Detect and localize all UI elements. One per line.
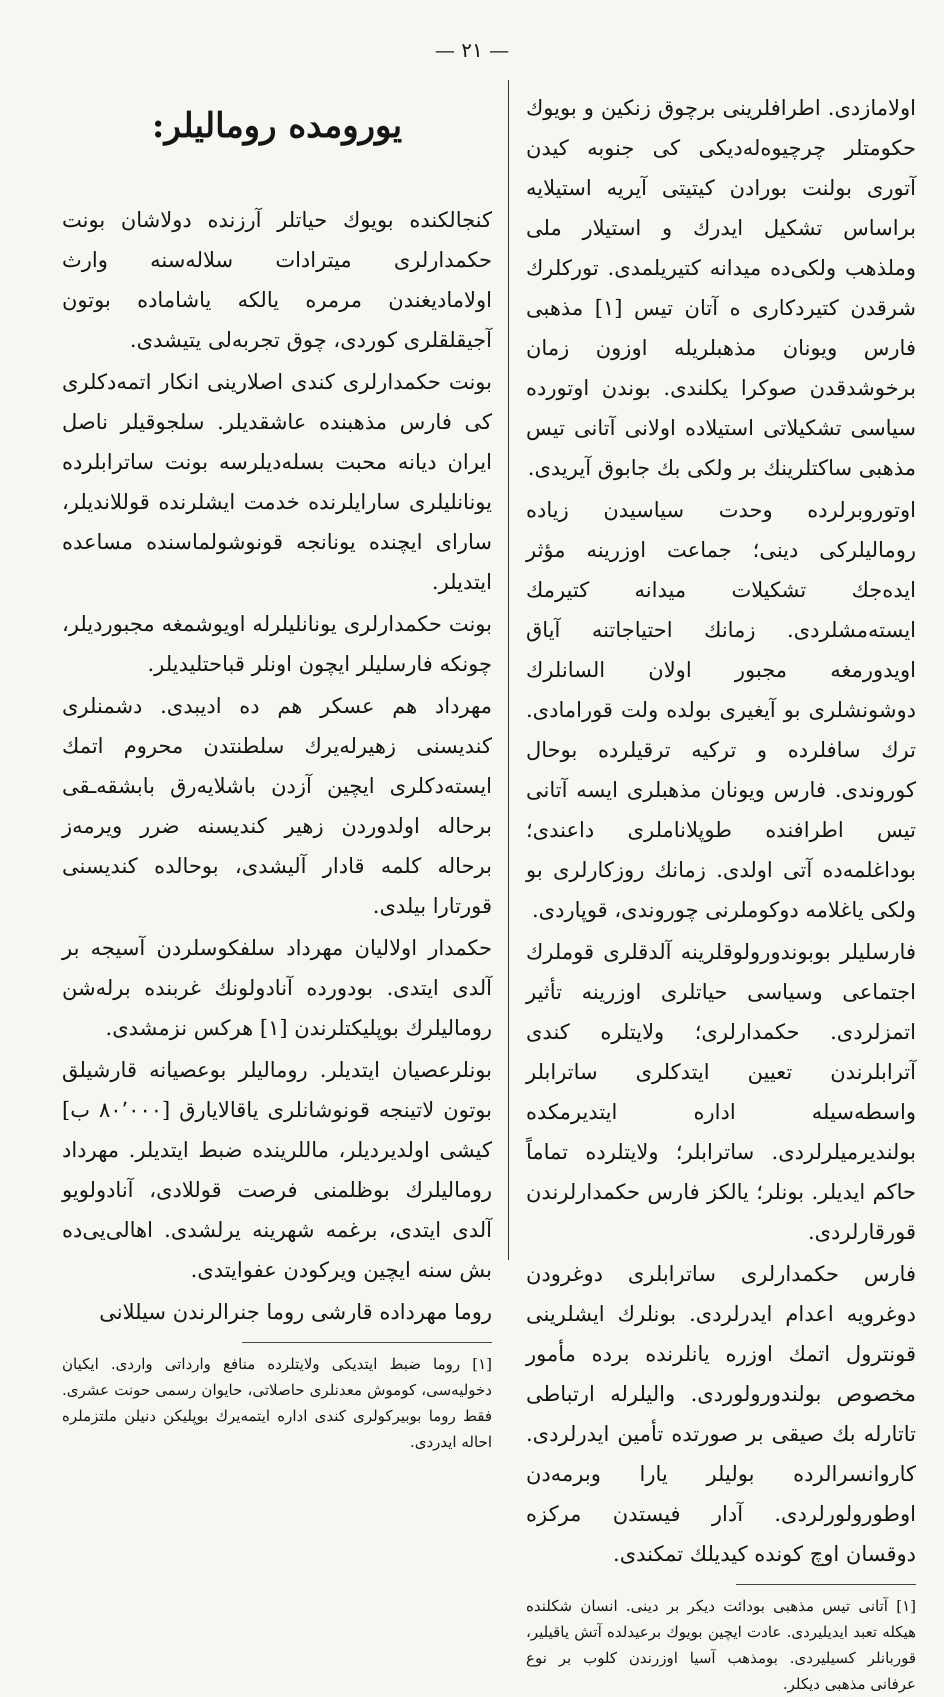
paragraph: اولامازدی. اطرافلرینی برچوق زنکین و بویوك حکومتلر چرچیوه‌له‌دیکی کی جنوبه کیدن آتوری بولنت بورادن کیتیتی آیریه استیلایه براساس تشکیل ایدرك و استیلار ملی وملذهب ولکی‌ده میدانه کتیریلمدی. توركلرك شرقدن کتیردکاری ه آتان تیس [۱] مذهبی فارس ویونان مذهبلریله اوزون زمان برخوشدقدن صوکرا یکلندی. بوندن اوتورده سیاسی تشکیلاتی استیلاده اولانی آتانی تیس مذهبی ساکتلرینك بر ولکی بك جابوق آیریدی. bbox=[526, 96, 916, 480]
paragraph: بونلرعصیان ایتدیلر. رومالیلر بوعصیانه قارشیلق بوتون لاتینجه قونوشانلری یاقالایارق [۸۰٬۰۰۰ ب] کیشی اولدیردیلر، ماللرینده ضبط ایتدیلر. مهرداد رومالیلرك بوظلمنی فرصت قوللادی، آنادولویو آلدی ایتدی، برغمه شهرینه یرلشدی. اهالی‌یی‌ده بش سنه ایچین ویرکودن عفوایتدی. bbox=[62, 1058, 492, 1282]
page-number: — ۲۱ — bbox=[434, 38, 510, 62]
column-divider bbox=[508, 80, 509, 1260]
paragraph: بونت حکمدارلری یونانلیلرله اویوشمغه مجبوردیلر، چونکه فارسلیلر ایچون اونلر قباحتلیدیلر. bbox=[62, 612, 492, 676]
paragraph: فارسلیلر بوبوندورولوقلرینه آلدقلری قوملرك اجتماعی وسیاسی حیاتلری اوزرینه تأثیر اتمزلردی. حکمدارلری؛ ولایتلره کندی آترابلرندن تعیین ایتدکلری ساترابلر واسطه‌سیله اداره ایتدیرمکده بولندیرمیلرلردی. ساترابلر؛ ولایتلرده تماماً حاکم ایدیلر. بونلر؛ یالکز فارس حکمدارلرندن قورقارلردی. bbox=[526, 940, 916, 1244]
paragraph: کنجالکنده بویوك حیاتلر آرزنده دولاشان بونت حکمدارلری میترادات سلاله‌سنه وارث اولامادیغندن مرمره یالکه یاشاماده بوتون آجیقلقلری کوردی، چوق تجربه‌لی یتیشدی. bbox=[62, 208, 492, 352]
paragraph: حکمدار اولالیان مهرداد سلفکوسلردن آسیجه بر آلدی ایتدی. بودورده آنادولونك غربنده برلەشن رومالیلرك بوپلیکتلرندن [۱] هرکس نزمشدی. bbox=[62, 936, 492, 1040]
paragraph: فارس حکمدارلری ساترابلری دوغرودن دوغرویه اعدام ایدرلردی. بونلرك ایشلرینی قونترول اتمك اوزره یانلرنده برده مأمور مخصوص بولندورولوردی. والیلرله ارتباطی تاتارله بك صیقی بر صورتده تأمین ایدرلردی. کاروانسرالرده بولیلر یارا وبرمەدن اوطورولورلردی. آدار فیستدن مرکزه دوقسان اوچ کونده کیدیلك تمکندی. bbox=[526, 1262, 916, 1566]
paragraph: بونت حکمدارلری کندی اصلارینی انکار اتمه‌دکلری کی فارس مذهبنده عاشقدیلر. سلجوقیلر ناصل ایران دیانه محبت بسله‌دیلرسه بونت ساترابلرده یونانلیلری سارایلرنده خدمت ایشلرنده قوللاندیلر، سارای ایچنده یونانجه قونوشولماسنده مساعده ایتدیلر. bbox=[62, 370, 492, 594]
section-heading: یورومده رومالیلر: bbox=[151, 106, 403, 146]
footnote: [۱] روما ضبط ایتدیکی ولایتلرده منافع وارداتی واردی. ایکیان دخولیه‌سی، کوموش معدنلری حاصلاتی، حایوان رسمی حونت عشری. فقط روما بوبیرکولری کندی اداره ایتمەیرك بوپلیکن دنیلن ملتزملره احاله ایدردی. bbox=[62, 1355, 492, 1451]
right-column bbox=[526, 88, 916, 1697]
paragraph: اوتوروبرلرده وحدت سیاسیدن زیاده رومالیلرکی دینی؛ جماعت اوزرینه مؤثر ایدەجك تشکیلات میدانه کتیرمك ایسته‌مشلردی. زمانك احتیاجاتنه آیاق اویدورمغه مجبور اولان السانلرك دوشونشلری بو آیغیری بولده ولت قورامادی. ترك سافلرده و ترکیه ترقیلرده بوحال کوروندی. فارس ویونان مذهبلری ایسه آتانی تیس اطرافنده طوپلاناملری داعندی؛ بوداغلمه‌ده آتی اولدی. زمانك روزکارلری بو ولکی یاغلامه دوکوملرنی چوروندی، قوپاردی. bbox=[526, 498, 916, 922]
paragraph: روما مهرداده قارشی روما جنرالرندن سیللانی bbox=[99, 1300, 492, 1324]
footnote: [۱] آتانی تیس مذهبی بودائت دیکر بر دینی. انسان شکلنده هیکله تعبد ایدیلیردی. عادت ایچین بویوك برعیدلده آتش یاقیلیر، قوربانلر کسیلیردی. بومذهب آسیا اوزرندن کلوب بر نوع عرفانی مذهبی دیکلر. bbox=[526, 1597, 916, 1693]
left-column bbox=[62, 100, 492, 1455]
footnote-rule bbox=[736, 1584, 916, 1585]
paragraph: مهرداد هم عسکر هم ده ادیبدی. دشمنلری کندیسنی زهیرله‌یرك سلطنتدن محروم اتمك ایسته‌دکلری ایچین آزدن باشلایه‌رق بابشقه‌ـقی برحاله اولدوردن زهیر کندیسنه ضرر ویرمەز برحاله کلمه قادار آلیشدی، بوحالده کندیسنی قورتارا بیلدی. bbox=[62, 694, 492, 918]
footnote-rule bbox=[242, 1342, 492, 1343]
